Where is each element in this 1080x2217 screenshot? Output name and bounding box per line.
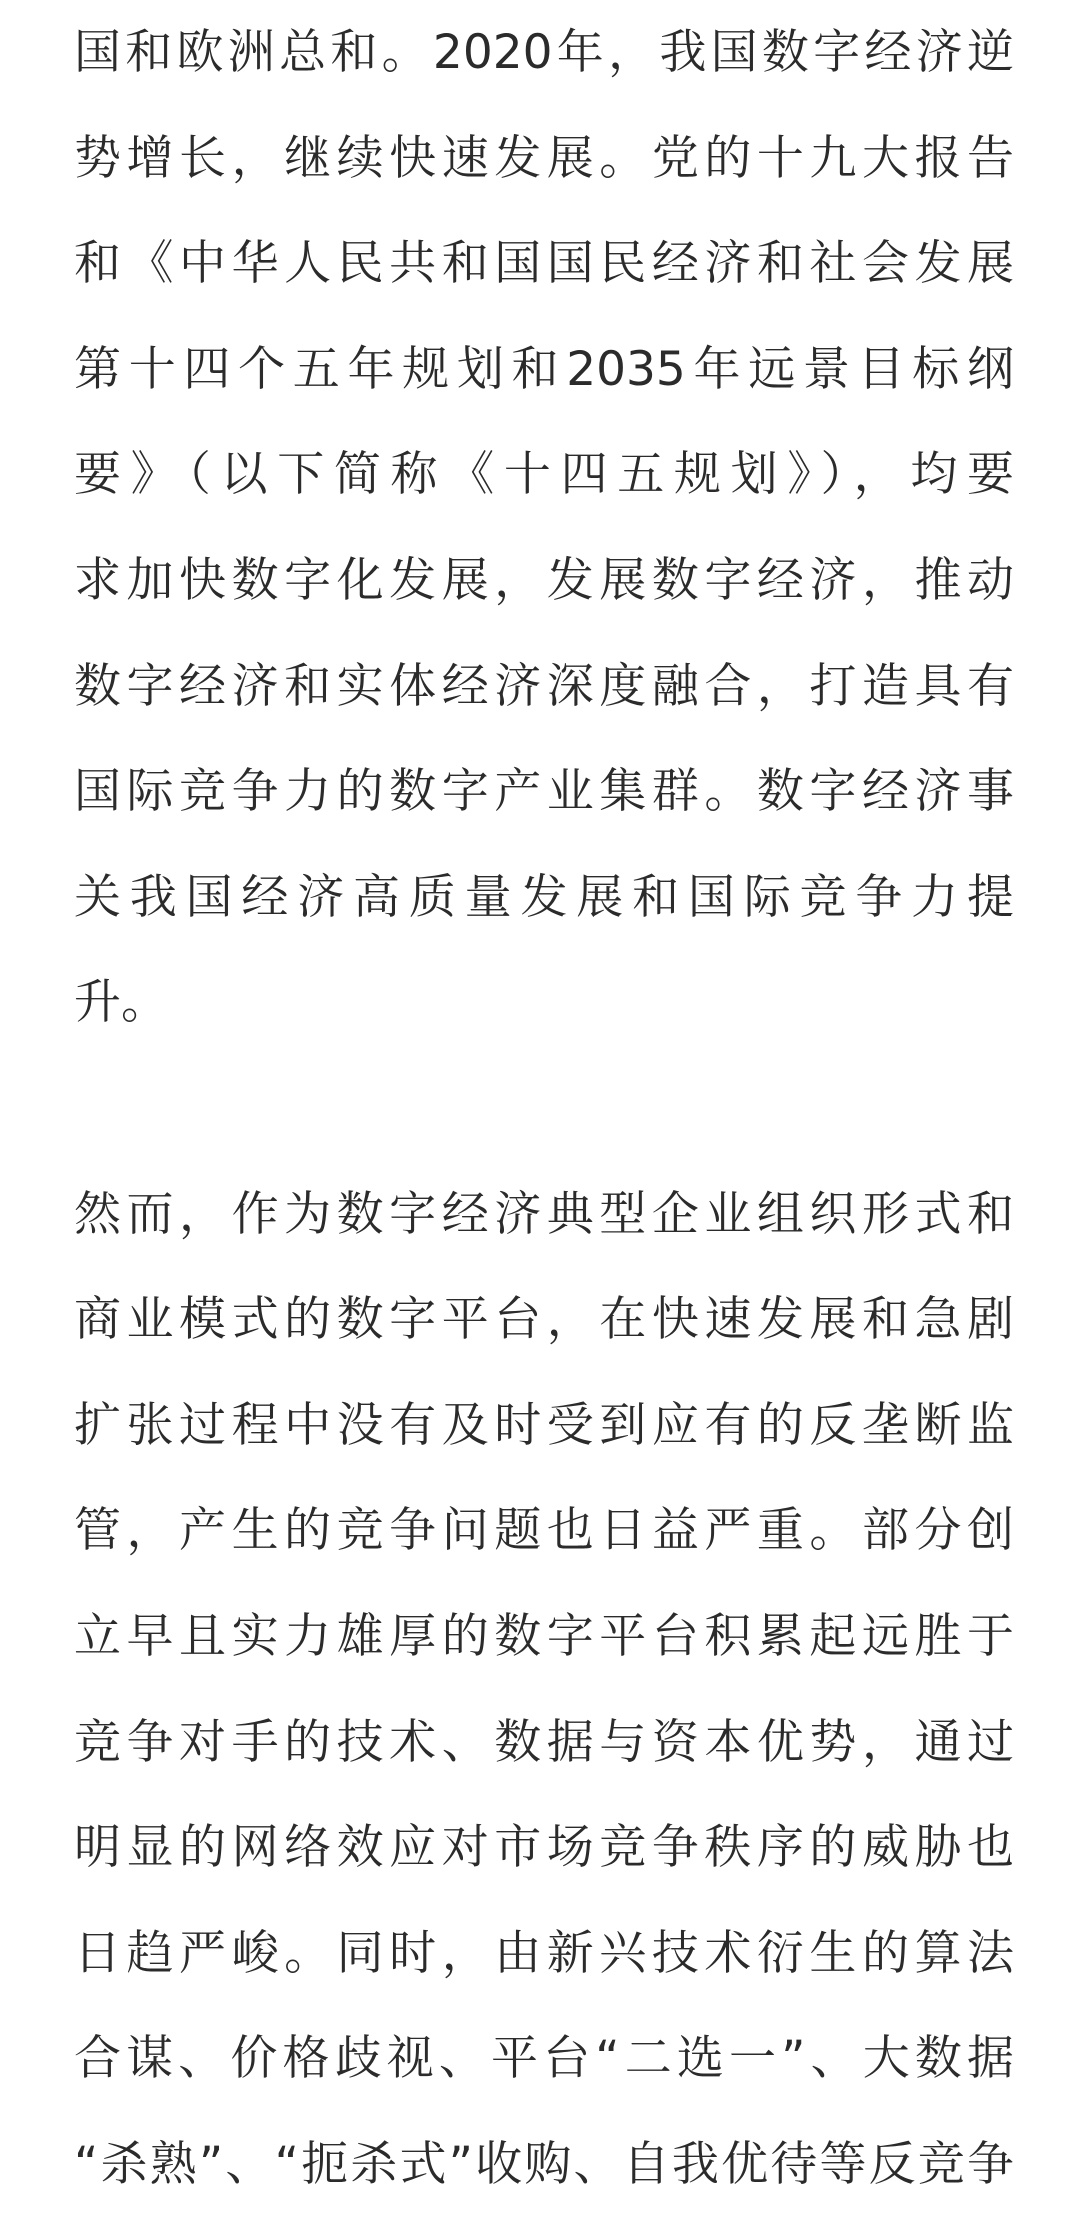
text-line: 明显的网络效应对市场竞争秩序的威胁也 <box>74 1820 1014 1876</box>
text-line: 立早且实力雄厚的数字平台积累起远胜于 <box>74 1608 1014 1664</box>
text-line: 和《中华人民共和国国民经济和社会发展 <box>74 236 1014 292</box>
text-line: 要》（以下简称《十四五规划》），均要 <box>74 447 1014 503</box>
text-line: 求加快数字化发展，发展数字经济，推动 <box>74 552 1014 608</box>
text-line: 管，产生的竞争问题也日益严重。部分创 <box>74 1503 1014 1559</box>
text-line: 数字经济和实体经济深度融合，打造具有 <box>74 658 1014 714</box>
text-line: 日趋严峻。同时，由新兴技术衍生的算法 <box>74 1925 1014 1981</box>
text-line: 国和欧洲总和。2020年，我国数字经济逆 <box>74 25 1014 80</box>
text-line: 竞争对手的技术、数据与资本优势，通过 <box>74 1714 1014 1770</box>
text-line: 国际竞争力的数字产业集群。数字经济事 <box>74 764 1014 820</box>
text-line: 合谋、价格歧视、平台“二选一”、大数据 <box>74 2031 1014 2087</box>
text-line: 势增长，继续快速发展。党的十九大报告 <box>74 130 1014 186</box>
text-line: 升。 <box>74 975 168 1031</box>
article-body <box>74 0 1014 2217</box>
text-line: 第十四个五年规划和2035年远景目标纲 <box>74 341 1014 397</box>
paragraph-spacer <box>74 1056 1014 1162</box>
paragraph-2 <box>74 1162 1014 2217</box>
paragraph-1 <box>74 0 1014 1056</box>
text-line: 扩张过程中没有及时受到应有的反垄断监 <box>74 1397 1014 1453</box>
text-line: “杀熟”、“扼杀式”收购、自我优待等反竞争 <box>74 2136 1014 2192</box>
text-line: 关我国经济高质量发展和国际竞争力提 <box>74 869 1014 925</box>
text-line: 商业模式的数字平台，在快速发展和急剧 <box>74 1292 1014 1348</box>
text-line: 然而，作为数字经济典型企业组织形式和 <box>74 1186 1014 1242</box>
